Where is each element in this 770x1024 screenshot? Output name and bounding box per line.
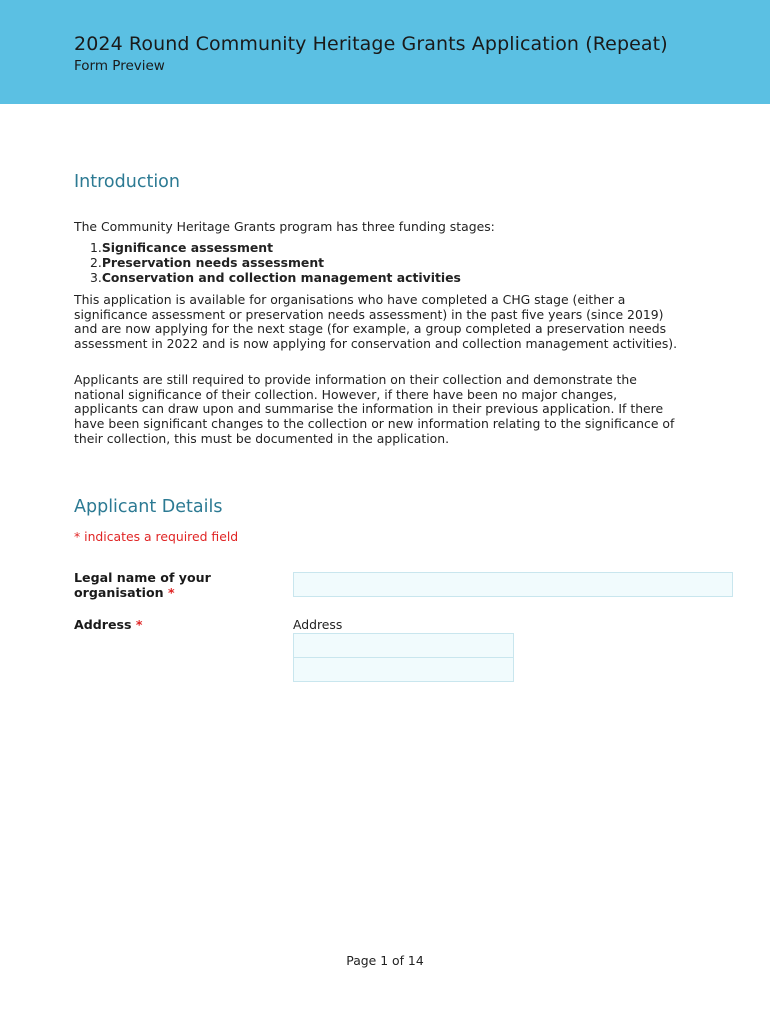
form-subtitle: Form Preview bbox=[74, 58, 165, 74]
intro-paragraph-2: This application is available for organisations who have completed a CHG stage (either a significance assessment or preservation needs assessment) in the past five years (since 2019) and are now applying for the next stage (for example, a group completed a preservation needs assessment in 2022 and is now applying for conservation and collection management activities). bbox=[74, 292, 678, 352]
list-item bbox=[90, 241, 461, 256]
legal-name-input[interactable] bbox=[293, 572, 733, 597]
introduction-heading: Introduction bbox=[74, 172, 180, 192]
intro-paragraph-1: The Community Heritage Grants program has three funding stages: bbox=[74, 219, 495, 234]
applicant-details-heading: Applicant Details bbox=[74, 497, 223, 517]
required-marker: * bbox=[135, 617, 143, 632]
page-number: Page 1 of 14 bbox=[346, 953, 424, 968]
stage-number: 1. bbox=[90, 240, 102, 255]
address-sublabel: Address bbox=[293, 617, 343, 632]
legal-name-label-text: Legal name of your organisation bbox=[74, 570, 211, 600]
stage-label: Preservation needs assessment bbox=[101, 254, 325, 270]
funding-stages-list bbox=[90, 241, 461, 285]
address-line-2-input[interactable] bbox=[293, 657, 514, 682]
list-item bbox=[90, 256, 461, 271]
required-marker: * bbox=[168, 585, 175, 600]
stage-label: Significance assessment bbox=[101, 240, 274, 255]
legal-name-label bbox=[74, 570, 264, 600]
address-label bbox=[74, 617, 264, 632]
required-field-note: * indicates a required field bbox=[74, 529, 239, 544]
intro-paragraph-3: Applicants are still required to provide information on their collection and demonstrate the national significance of their collection. However, if there have been no major changes, applicants can draw upon and summarise the information in their previous application. If there have been significant changes to the collection or new information relating to the significance of their collection, this must be documented in the application. bbox=[74, 372, 675, 446]
stage-label: Conservation and collection management activities bbox=[101, 269, 461, 285]
list-item bbox=[90, 271, 461, 286]
stage-number: 2. bbox=[90, 254, 102, 270]
form-header bbox=[0, 0, 770, 104]
stage-number: 3. bbox=[90, 269, 102, 285]
form-title: 2024 Round Community Heritage Grants Application (Repeat) bbox=[74, 33, 668, 55]
address-line-1-input[interactable] bbox=[293, 633, 514, 658]
address-label-text: Address bbox=[74, 617, 132, 632]
